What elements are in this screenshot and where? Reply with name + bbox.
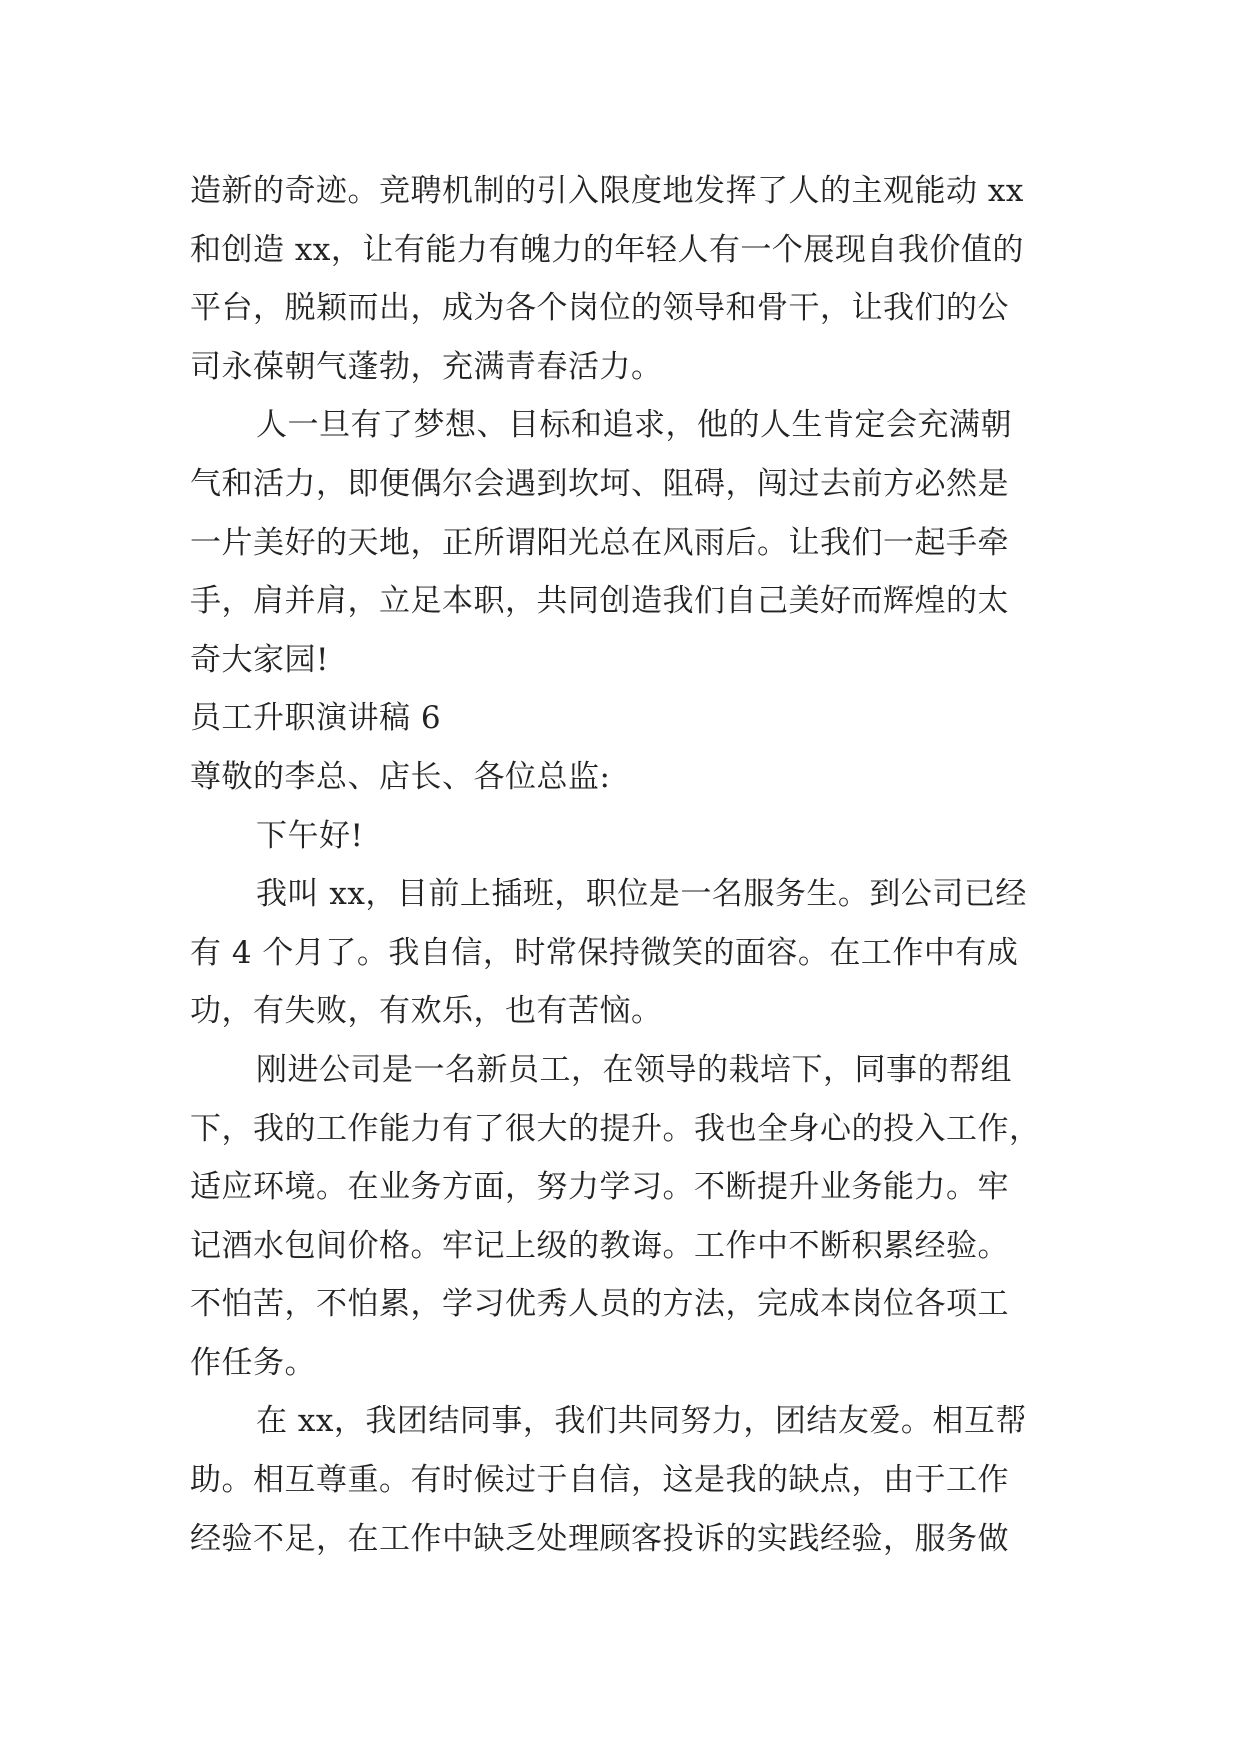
- paragraph: [190, 162, 1060, 396]
- text-line: 作任务。: [190, 1344, 316, 1381]
- text-line: 有 4 个月了。我自信，时常保持微笑的面容。在工作中有成: [190, 934, 1019, 971]
- text-line: 手，肩并肩，立足本职，共同创造我们自己美好而辉煌的太: [190, 583, 1009, 620]
- text-line: 适应环境。在业务方面，努力学习。不断提升业务能力。牢: [190, 1169, 1009, 1206]
- text-line: 经验不足，在工作中缺乏处理顾客投诉的实践经验，服务做: [190, 1520, 1009, 1557]
- text-line: 我叫 xx，目前上插班，职位是一名服务生。到公司已经: [256, 876, 1027, 913]
- text-line: 在 xx，我团结同事，我们共同努力，团结友爱。相互帮: [256, 1403, 1027, 1440]
- section-heading: 员工升职演讲稿 6: [190, 700, 442, 737]
- text-line: 功，有失败，有欢乐，也有苦恼。: [190, 993, 663, 1030]
- text-line: 奇大家园!: [190, 641, 329, 678]
- text-line: 记酒水包间价格。牢记上级的教诲。工作中不断积累经验。: [190, 1227, 1009, 1264]
- text-line: 人一旦有了梦想、目标和追求，他的人生肯定会充满朝: [256, 407, 1012, 444]
- text-line: 和创造 xx，让有能力有魄力的年轻人有一个展现自我价值的: [190, 231, 1024, 268]
- paragraph: [190, 865, 1060, 1041]
- document-body: [190, 162, 1060, 1568]
- text-line: 造新的奇迹。竞聘机制的引入限度地发挥了人的主观能动 xx: [190, 173, 1024, 209]
- paragraph: [190, 396, 1060, 689]
- text-line: 气和活力，即便偶尔会遇到坎坷、阻碍，闯过去前方必然是: [190, 465, 1009, 502]
- paragraph: [190, 1392, 1060, 1568]
- text-line: 司永葆朝气蓬勃，充满青春活力。: [190, 348, 663, 385]
- text-line: 不怕苦，不怕累，学习优秀人员的方法，完成本岗位各项工: [190, 1286, 1009, 1323]
- text-line: 平台，脱颖而出，成为各个岗位的领导和骨干，让我们的公: [190, 290, 1009, 327]
- text-line: 刚进公司是一名新员工，在领导的栽培下，同事的帮组: [256, 1051, 1012, 1088]
- salutation: 尊敬的李总、店长、各位总监:: [190, 758, 611, 795]
- greeting: 下午好!: [256, 817, 364, 854]
- text-line: 助。相互尊重。有时候过于自信，这是我的缺点，由于工作: [190, 1462, 1009, 1499]
- text-line: 下，我的工作能力有了很大的提升。我也全身心的投入工作，: [190, 1110, 1041, 1147]
- text-line: 一片美好的天地，正所谓阳光总在风雨后。让我们一起手牵: [190, 524, 1009, 561]
- paragraph: [190, 1041, 1060, 1393]
